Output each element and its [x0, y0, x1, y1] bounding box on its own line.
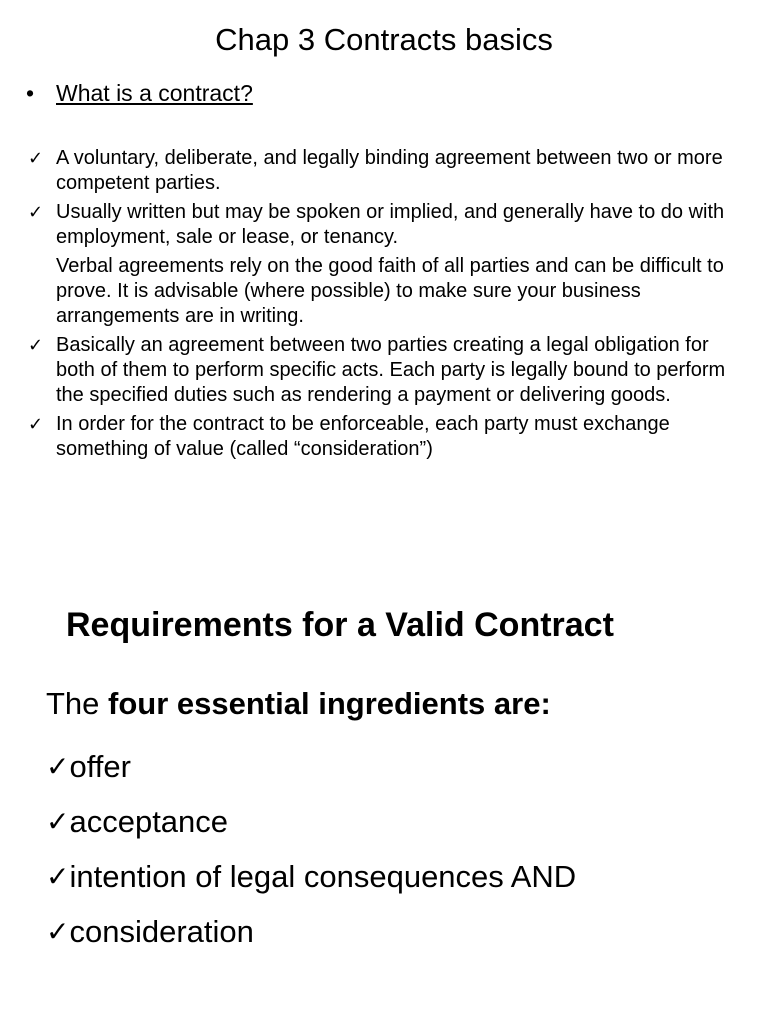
ingredient-text: consideration [69, 914, 254, 949]
definition-item [28, 254, 748, 329]
ingredient-text: offer [69, 749, 131, 784]
definition-text: Verbal agreements rely on the good faith of all parties and can be difficult to prove. It is advisable (where possible) to make sure your business arrangements are in writing. [56, 255, 724, 327]
definition-text: Usually written but may be spoken or implied, and generally have to do with employment, sale or lease, or tenancy. [56, 201, 725, 248]
ingredient-item [46, 904, 576, 959]
definition-item [28, 200, 748, 250]
requirements-intro [46, 684, 551, 724]
intro-plain-text: The [46, 686, 109, 721]
intro-bold-text: four essential ingredients are: [108, 686, 551, 721]
requirements-title: Requirements for a Valid Contract [66, 606, 614, 644]
checkmark-icon: ✓ [28, 335, 44, 356]
ingredient-item [46, 849, 576, 904]
definition-item [28, 146, 748, 196]
checkmark-icon: ✓ [28, 202, 44, 223]
definition-text: Basically an agreement between two parties creating a legal obligation for both of them to perform specific acts. Each party is legally bound to perform the specified duties such as rendering a payment or delivering goods. [56, 334, 726, 406]
checkmark-icon: ✓ [46, 750, 70, 783]
bullet-icon: • [26, 80, 35, 106]
ingredient-text: acceptance [69, 804, 229, 839]
definition-item [28, 333, 748, 408]
definition-item [28, 412, 748, 462]
definition-text: In order for the contract to be enforceable, each party must exchange something of value (called “consideration”) [56, 413, 670, 460]
checkmark-icon: ✓ [28, 414, 44, 435]
ingredient-item [46, 794, 576, 849]
checkmark-icon: ✓ [46, 860, 70, 893]
definition-list [28, 146, 748, 466]
ingredient-text: intention of legal consequences AND [69, 859, 577, 894]
contract-question [26, 78, 253, 108]
checkmark-icon: ✓ [28, 148, 44, 169]
ingredients-list [46, 739, 576, 959]
definition-text: A voluntary, deliberate, and legally binding agreement between two or more competent parties. [56, 147, 723, 194]
checkmark-icon: ✓ [46, 915, 70, 948]
checkmark-icon: ✓ [46, 805, 70, 838]
ingredient-item [46, 739, 576, 794]
question-text: What is a contract? [56, 80, 253, 106]
page-title: Chap 3 Contracts basics [215, 22, 553, 57]
